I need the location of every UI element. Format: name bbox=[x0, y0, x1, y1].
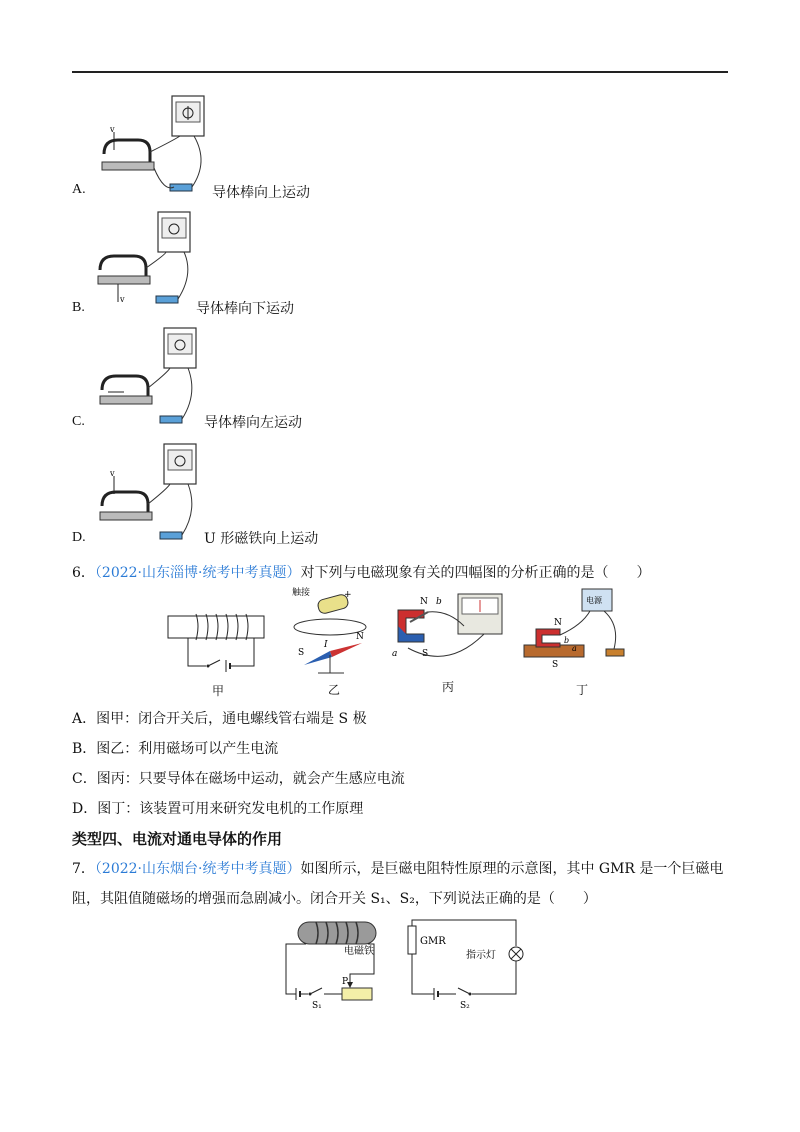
q6-option-d[interactable]: D．图丁：该装置可用来研究发电机的工作原理 bbox=[72, 801, 364, 817]
label-gmr: GMR bbox=[420, 936, 446, 947]
option-letter: B. bbox=[72, 300, 85, 315]
motor-experiment-diagram bbox=[520, 585, 640, 675]
option-c[interactable] bbox=[72, 326, 332, 436]
label-n: N bbox=[554, 618, 562, 628]
label-s: S bbox=[422, 649, 429, 659]
label-n: N bbox=[420, 597, 428, 607]
gmr-circuit-diagram bbox=[276, 918, 536, 1010]
label-a: a bbox=[392, 649, 398, 659]
label-electromagnet: 电磁铁 bbox=[344, 946, 374, 957]
figure-label: 甲 bbox=[212, 684, 225, 698]
label-plus: + bbox=[344, 590, 352, 600]
label-b: b bbox=[436, 597, 442, 607]
label-current: I bbox=[324, 640, 328, 650]
solenoid-circuit-diagram bbox=[166, 610, 276, 676]
figure-label: 丁 bbox=[576, 683, 589, 697]
figure-bing bbox=[388, 590, 508, 700]
option-a[interactable] bbox=[72, 92, 332, 202]
option-d[interactable] bbox=[72, 442, 372, 552]
label-s: S bbox=[552, 660, 559, 670]
figure-yi bbox=[288, 585, 368, 700]
question-number: 7． bbox=[72, 861, 95, 877]
question-source[interactable]: （2022·山东烟台·统考中考真题） bbox=[94, 861, 301, 877]
label-s1: S₁ bbox=[312, 1001, 322, 1010]
oersted-compass-diagram bbox=[288, 585, 368, 675]
label-s2: S₂ bbox=[460, 1001, 470, 1010]
q6-option-c[interactable]: C．图丙：只要导体在磁场中运动，就会产生感应电流 bbox=[72, 771, 405, 787]
question-number: 6． bbox=[72, 565, 95, 581]
option-caption: U 形磁铁向上运动 bbox=[204, 531, 319, 547]
question-7-stem-line1 bbox=[72, 858, 723, 878]
svg-text:v: v bbox=[120, 295, 125, 304]
label-p: P bbox=[342, 977, 349, 987]
svg-text:v: v bbox=[110, 125, 115, 134]
galvanometer-circuit-figure-a bbox=[94, 92, 224, 200]
question-7-stem-line2: 阻，其阻值随磁场的增强而急剧减小。闭合开关 S₁、S₂，下列说法正确的是（ ） bbox=[72, 891, 597, 907]
option-b[interactable] bbox=[72, 210, 332, 320]
figure-label: 丙 bbox=[442, 680, 455, 694]
header-rule bbox=[72, 71, 728, 73]
galvanometer-circuit-figure-b bbox=[94, 210, 224, 310]
induction-experiment-diagram bbox=[388, 590, 508, 672]
label-s: S bbox=[298, 648, 305, 658]
section-heading: 类型四、电流对通电导体的作用 bbox=[72, 830, 283, 848]
question-source[interactable]: （2022·山东淄博·统考中考真题） bbox=[94, 565, 301, 581]
option-caption: 导体棒向下运动 bbox=[196, 301, 294, 317]
label-touch: 触接 bbox=[292, 588, 311, 598]
label-b: b bbox=[564, 636, 570, 645]
figure-ding bbox=[520, 585, 640, 700]
question-6-stem bbox=[72, 562, 650, 582]
gmr-figure bbox=[276, 918, 536, 1010]
option-letter: A. bbox=[72, 182, 86, 197]
question-text: 如图所示，是巨磁电阻特性原理的示意图，其中 GMR 是一个巨磁电 bbox=[300, 861, 724, 877]
option-caption: 导体棒向左运动 bbox=[204, 415, 302, 431]
q6-option-b[interactable]: B．图乙：利用磁场可以产生电流 bbox=[72, 741, 279, 757]
svg-text:v: v bbox=[110, 469, 115, 478]
figure-jia bbox=[166, 610, 276, 700]
label-lamp: 指示灯 bbox=[466, 950, 496, 961]
question-text: 对下列与电磁现象有关的四幅图的分析正确的是（ ） bbox=[300, 565, 651, 581]
option-letter: D. bbox=[72, 530, 86, 545]
label-a: a bbox=[572, 644, 577, 653]
figure-label: 乙 bbox=[328, 683, 341, 697]
label-supply: 电源 bbox=[586, 596, 602, 605]
option-caption: 导体棒向上运动 bbox=[212, 185, 310, 201]
option-letter: C. bbox=[72, 414, 85, 429]
label-n: N bbox=[356, 632, 364, 642]
q6-option-a[interactable]: A．图甲：闭合开关后，通电螺线管右端是 S 极 bbox=[72, 711, 367, 727]
